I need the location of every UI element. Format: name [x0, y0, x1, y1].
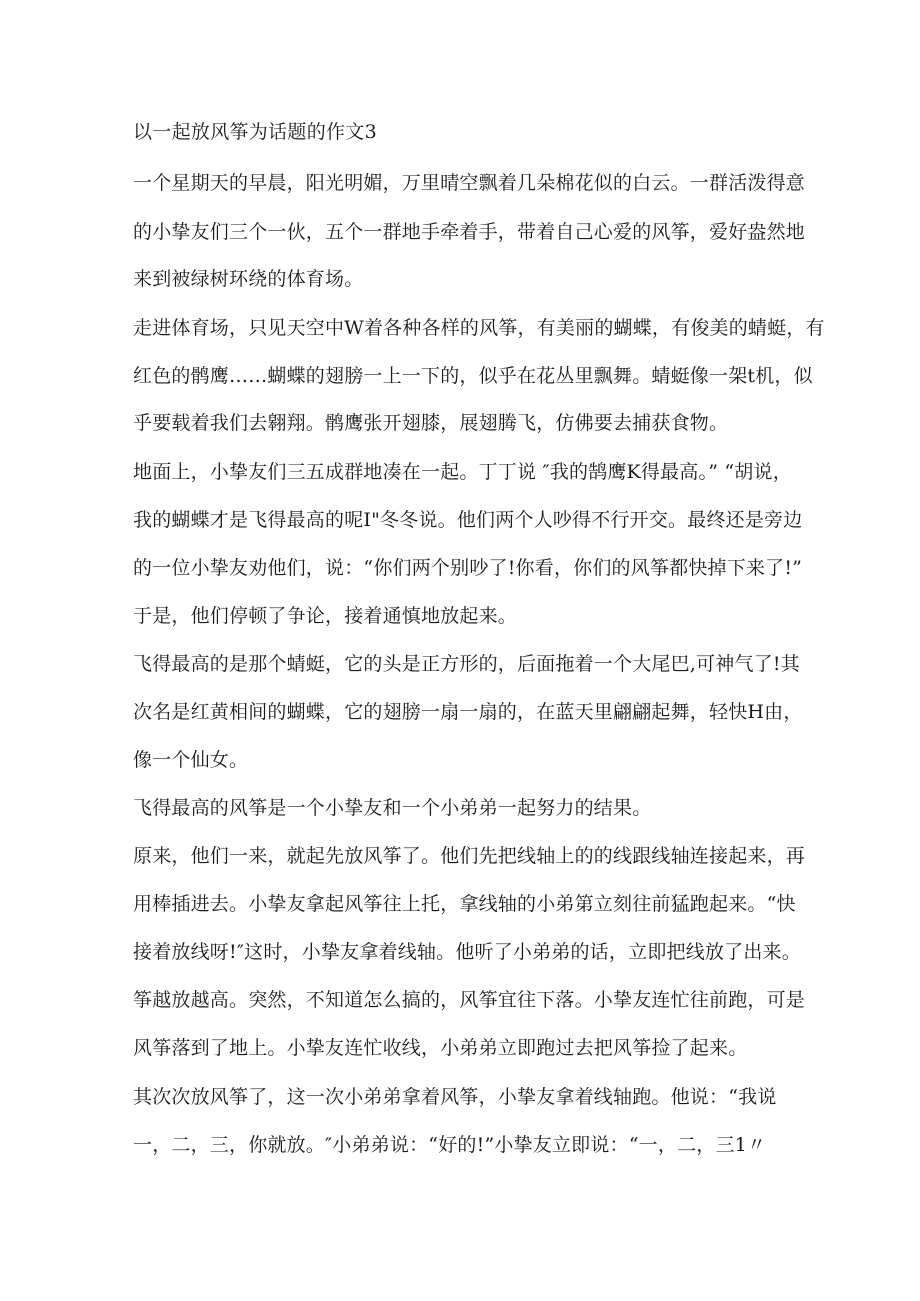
paragraph-line: 走进体育场，只见天空中W着各种各样的风筝，有美丽的蝴蝶，有俊美的蜻蜓，有 [133, 317, 825, 339]
paragraph-line: 红色的鹘鹰……蝴蝶的翅膀一上一下的，似乎在花丛里飘舞。蜻蜓像一架t机，似 [133, 365, 813, 387]
paragraph-line: 飞得最高的是那个蜻蜓，它的头是正方形的，后面拖着一个大尾巴,可神气了!其 [133, 653, 800, 675]
paragraph-line: 一，二，三，你就放。″小弟弟说：“好的!”小挚友立即说：“一，二，三1〃 [133, 1134, 767, 1156]
paragraph-line: 来到被绿树环绕的体育场。 [133, 268, 364, 290]
paragraph-line: 飞得最高的风筝是一个小挚友和一个小弟弟一起努力的结果。 [133, 797, 652, 819]
paragraph-line: 用棒插进去。小挚友拿起风筝往上托，拿线轴的小弟第立刻往前猛跑起来。“快 [133, 893, 796, 915]
paragraph-line: 其次次放风筝了，这一次小弟弟拿着风筝，小挚友拿着线轴跑。他说：“我说 [133, 1086, 777, 1108]
paragraph-line: 一个星期天的早晨，阳光明媚，万里晴空飘着几朵棉花似的白云。一群活泼得意 [133, 172, 806, 194]
paragraph-line: 我的蝴蝶才是飞得最高的呢I"冬冬说。他们两个人吵得不行开交。最终还是旁边 [133, 509, 803, 531]
paragraph-line: 筝越放越高。突然，不知道怎么搞的，风筝宜往下落。小挚友连忙往前跑，可是 [133, 989, 806, 1011]
document-title: 以一起放风筝为话题的作文3 [133, 121, 377, 143]
paragraph-line: 于是，他们停顿了争论，接着通慎地放起来。 [133, 605, 518, 627]
paragraph-line: 次名是红黄相间的蝴蝶，它的翅膀一扇一扇的，在蓝天里翩翩起舞，轻快H由， [133, 701, 803, 723]
paragraph-line: 接着放线呀!″这时，小挚友拿着线轴。他听了小弟弟的话，立即把线放了出来。 [133, 941, 801, 963]
paragraph-line: 乎要载着我们去翱翔。鹘鹰张开翅膝，展翅腾飞，仿佛要去捕获食物。 [133, 412, 729, 434]
paragraph-line: 风筝落到了地上。小挚友连忙收线，小弟弟立即跑过去把风筝捡了起来。 [133, 1037, 748, 1059]
paragraph-line: 像一个仙女。 [133, 749, 249, 771]
paragraph-line: 的小挚友们三个一伙，五个一群地手牵着手，带着自己心爱的风筝，爱好盎然地 [133, 221, 806, 243]
paragraph-line: 地面上，小挚友们三五成群地凑在一起。丁丁说 ″我的鹄鹰K得最高。” “胡说， [133, 461, 792, 483]
paragraph-line: 的一位小挚友劝他们，说：“你们两个别吵了!你看，你们的风筝都快掉下来了!” [133, 557, 803, 579]
paragraph-line: 原来，他们一来，就起先放风筝了。他们先把线轴上的的线跟线轴连接起来，再 [133, 845, 806, 867]
